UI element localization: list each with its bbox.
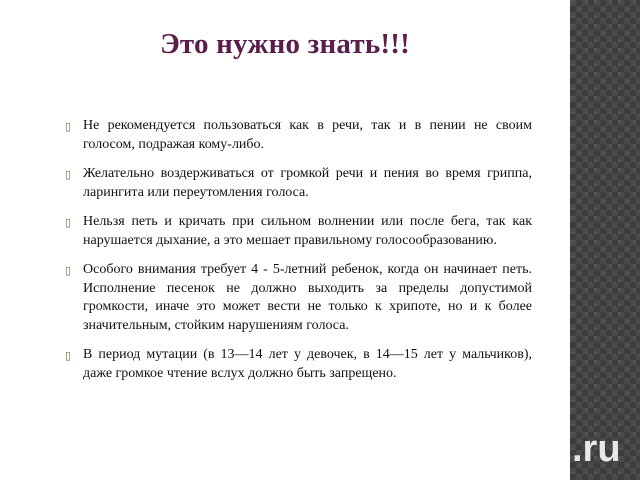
watermark-logo: .ru — [572, 428, 621, 470]
list-item — [62, 261, 532, 335]
list-item-text: Желательно воздерживаться от громкой речи и пения во время гриппа, ларингита или переутомления голоса. — [83, 166, 532, 200]
list-item — [62, 165, 532, 202]
bullet-icon: ▯ — [65, 168, 72, 181]
list-item — [62, 213, 532, 250]
list-item-text: Нельзя петь и кричать при сильном волнении или после бега, так как нарушается дыхание, а это мешает правильному голосообразованию. — [83, 214, 532, 248]
bullet-icon: ▯ — [65, 264, 72, 277]
bullet-icon: ▯ — [65, 216, 72, 229]
list-item-text: Особого внимания требует 4 - 5-летний ребенок, когда он начинает петь. Исполнение песенок не должно выходить за пределы допустимой громкости, иначе это может вести не только к хрипоте, но и к более значительным, стойким нарушениям голоса. — [83, 262, 532, 333]
bullet-list — [62, 117, 532, 394]
decorative-side-panel — [570, 0, 640, 480]
slide-title: Это нужно знать!!! — [160, 28, 410, 60]
list-item — [62, 117, 532, 154]
list-item-text: В период мутации (в 13—14 лет у девочек, в 14—15 лет у мальчиков), даже громкое чтение вслух должно быть запрещено. — [83, 347, 532, 381]
bullet-icon: ▯ — [65, 349, 72, 362]
list-item — [62, 346, 532, 383]
list-item-text: Не рекомендуется пользоваться как в речи, так и в пении не своим голосом, подражая кому-либо. — [83, 118, 532, 152]
bullet-icon: ▯ — [65, 120, 72, 133]
